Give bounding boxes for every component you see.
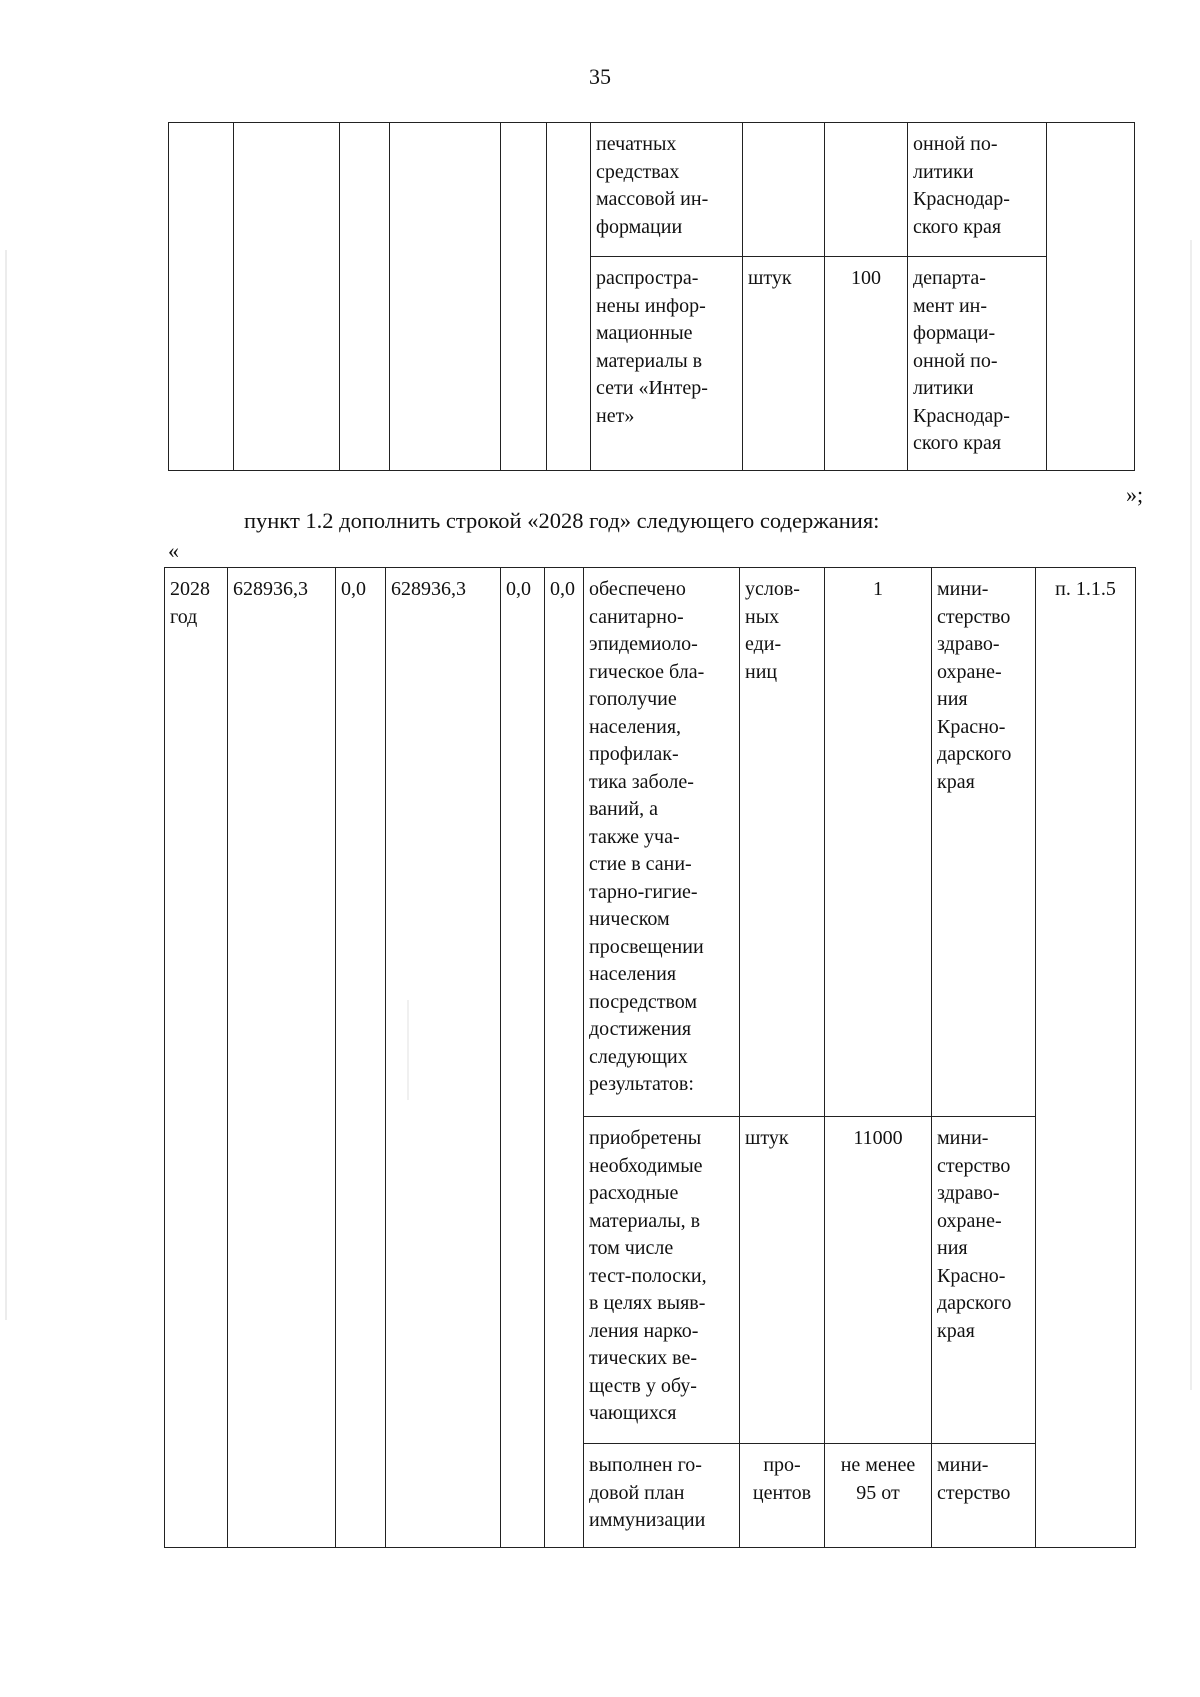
- opening-quote: «: [168, 538, 179, 563]
- closing-quote: »;: [1126, 482, 1144, 507]
- unit-cell: [743, 123, 825, 257]
- amendment-instruction: пункт 1.2 дополнить строкой «2028 год» следующего содержания:: [244, 508, 880, 533]
- result-cell: обеспечено санитарно- эпидемиоло- гическое бла- гополучие населения, профилак- тика заболе- ваний, а также уча- стие в сани- тарно-гигие- ническом просвещении населения посредством достижения следующих результатов:: [584, 568, 740, 1117]
- result-cell: печатных средствах массовой ин- формации: [591, 123, 743, 257]
- top-empty-cell: [390, 123, 501, 471]
- result-cell: выполнен го- довой план иммунизации: [584, 1444, 740, 1548]
- total-cell: 628936,3: [228, 568, 336, 1548]
- top-empty-cell: [169, 123, 234, 471]
- value-cell: 11000: [825, 1117, 932, 1444]
- unit-cell: штук: [740, 1117, 825, 1444]
- value-cell: [825, 123, 908, 257]
- responsible-cell: мини- стерство: [932, 1444, 1036, 1548]
- result-cell: приобретены необходимые расходные материалы, в том числе тест-полоски, в целях выяв- ления нарко- тических ве- ществ у обу- чающихся: [584, 1117, 740, 1444]
- unit-cell: штук: [743, 257, 825, 471]
- top-empty-cell: [501, 123, 547, 471]
- extra-budget-cell: 0,0: [545, 568, 584, 1548]
- federal-cell: 0,0: [336, 568, 386, 1548]
- page-number: 35: [589, 64, 611, 89]
- result-cell: распростра- нены инфор- мационные материалы в сети «Интер- нет»: [591, 257, 743, 471]
- year-cell: 2028 год: [165, 568, 228, 1548]
- top-continuation-table: [168, 122, 1135, 471]
- value-cell: 100: [825, 257, 908, 471]
- value-cell: не менее 95 от: [825, 1444, 932, 1548]
- unit-cell: услов- ных еди- ниц: [740, 568, 825, 1117]
- top-empty-cell: [1047, 123, 1135, 471]
- top-empty-cell: [547, 123, 591, 471]
- year-2028-table: [164, 567, 1136, 1548]
- value-cell: 1: [825, 568, 932, 1117]
- local-cell: 0,0: [501, 568, 545, 1548]
- responsible-cell: мини- стерство здраво- охране- ния Красно- дарского края: [932, 568, 1036, 1117]
- unit-cell: про- центов: [740, 1444, 825, 1548]
- responsible-cell: онной по- литики Краснодар- ского края: [908, 123, 1047, 257]
- top-empty-cell: [340, 123, 390, 471]
- responsible-cell: мини- стерство здраво- охране- ния Красно- дарского края: [932, 1117, 1036, 1444]
- regional-cell: 628936,3: [386, 568, 501, 1548]
- responsible-cell: департа- мент ин- формаци- онной по- литики Краснодар- ского края: [908, 257, 1047, 471]
- reference-cell: п. 1.1.5: [1036, 568, 1136, 1548]
- top-empty-cell: [234, 123, 340, 471]
